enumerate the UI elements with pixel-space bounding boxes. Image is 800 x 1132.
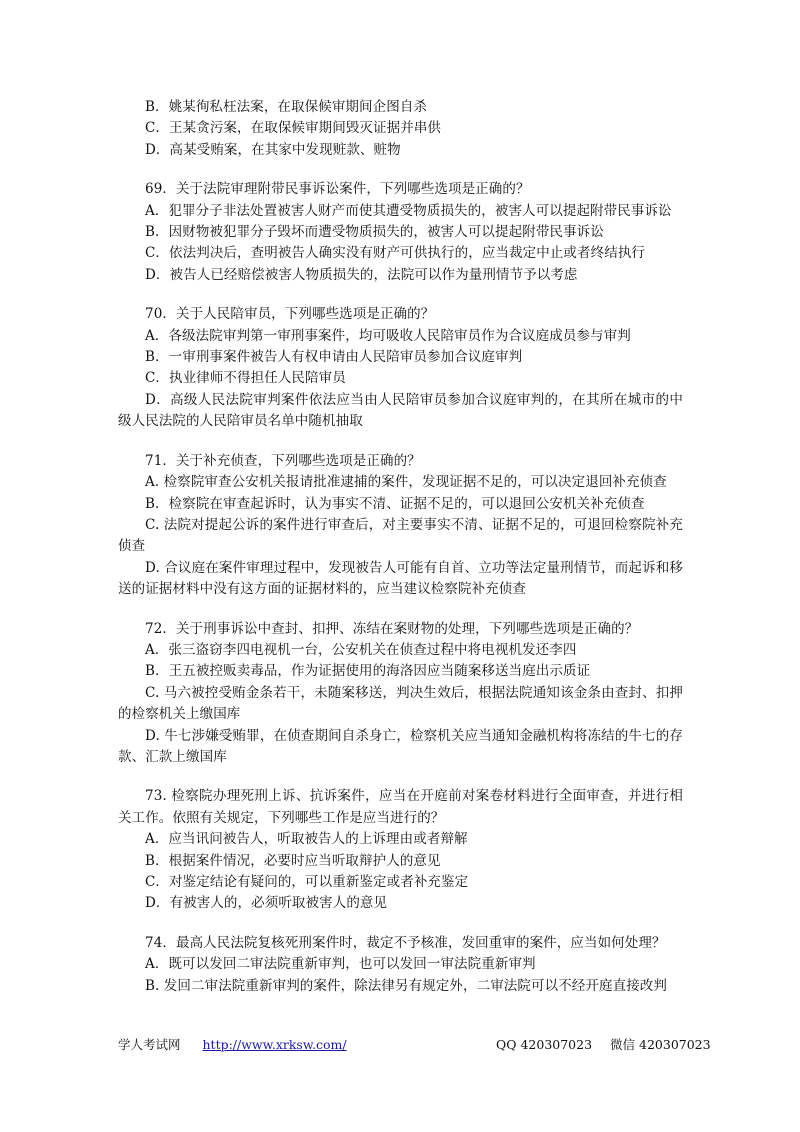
option-b: B．因财物被犯罪分子毁坏而遭受物质损失的，被害人可以提起附带民事诉讼 (145, 224, 604, 241)
option-b: B．姚某徇私枉法案，在取保候审期间企图自杀 (145, 99, 428, 115)
question-stem: 69．关于法院审理附带民事诉讼案件，下列哪些选项是正确的？ (145, 181, 530, 198)
option-c: C．对鉴定结论有疑问的，可以重新鉴定或者补充鉴定 (145, 874, 469, 890)
footer-site-link[interactable]: http://www.xrksw.com/ (202, 1037, 347, 1052)
question-stem: 74．最高人民法院复核死刑案件时，裁定不予核准，发回重审的案件，应当如何处理？ (145, 934, 666, 951)
option-b: B．一审刑事案件被告人有权申请由人民陪审员参加合议庭审判 (145, 349, 523, 366)
question-stem: 73. 检察院办理死刑上诉、抗诉案件，应当在开庭前对案卷材料进行全面审查，并进行相关工作。依照有关规定，下列哪些工作是应当进行的？ (118, 788, 683, 826)
option-a: A．应当讯问被告人，听取被告人的上诉理由或者辩解 (145, 831, 468, 848)
option-c: C. 马六被控受贿金条若干，未随案移送，判决生效后，根据法院通知该金条由查封、扣押的检察机关上缴国库 (118, 684, 683, 723)
footer-contact (496, 1037, 725, 1053)
footer-wechat: 微信 420307023 (610, 1037, 711, 1052)
option-c: C．王某贪污案，在取保候审期间毁灭证据并串供 (145, 120, 442, 137)
option-d: D．高级人民法院审判案件依法应当由人民陪审员参加合议庭审判的，在其所在城市的中级人民法院的人民陪审员名单中随机抽取 (118, 391, 683, 430)
option-a: A．张三盗窃李四电视机一台，公安机关在侦查过程中将电视机发还李四 (145, 641, 577, 658)
question-stem: 71．关于补充侦查，下列哪些选项是正确的？ (145, 452, 421, 469)
footer-site-name: 学人考试网 (118, 1037, 181, 1052)
question-70 (118, 304, 683, 432)
option-d: D. 合议庭在案件审理过程中，发现被告人可能有自首、立功等法定量刑情节，而起诉和移送的证据材料中没有这方面的证据材料的，应当建议检察院补充侦查 (118, 559, 683, 598)
question-69 (118, 179, 683, 286)
option-a: A．犯罪分子非法处置被害人财产而使其遭受物质损失的，被害人可以提起附带民事诉讼 (145, 202, 672, 219)
question-stem: 72．关于刑事诉讼中查封、扣押、冻结在案财物的处理，下列哪些选项是正确的？ (145, 620, 639, 637)
option-a: A. 检察院审查公安机关报请批准逮捕的案件，发现证据不足的，可以决定退回补充侦查 (145, 474, 667, 491)
question-73 (118, 786, 683, 914)
question-74 (118, 933, 683, 997)
option-d: D. 牛七涉嫌受贿罪，在侦查期间自杀身亡，检察机关应当通知金融机构将冻结的牛七的存款、汇款上缴国库 (118, 727, 683, 765)
option-c: C. 法院对提起公诉的案件进行审查后，对主要事实不清、证据不足的，可退回检察院补充侦查 (118, 516, 683, 555)
document-body (118, 97, 683, 1015)
option-b: B．检察院在审查起诉时，认为事实不清、证据不足的，可以退回公安机关补充侦查 (145, 495, 645, 512)
question-68-tail (118, 97, 683, 161)
question-72 (118, 619, 683, 769)
option-b: B. 发回二审法院重新审判的案件，除法律另有规定外，二审法院可以不经开庭直接改判 (145, 977, 668, 994)
option-c: C．依法判决后，查明被告人确实没有财产可供执行的，应当裁定中止或者终结执行 (145, 245, 646, 262)
option-a: A．各级法院审判第一审刑事案件，均可吸收人民陪审员作为合议庭成员参与审判 (145, 327, 631, 344)
footer-qq: QQ 420307023 (496, 1037, 593, 1052)
question-stem: 70．关于人民陪审员，下列哪些选项是正确的？ (145, 306, 435, 323)
option-d: D．有被害人的，必须听取被害人的意见 (145, 895, 388, 912)
option-b: B．根据案件情况，必要时应当听取辩护人的意见 (145, 852, 441, 869)
question-71 (118, 451, 683, 601)
option-d: D．被告人已经赔偿被害人物质损失的，法院可以作为量刑情节予以考虑 (145, 266, 578, 283)
option-d: D．高某受贿案，在其家中发现赃款、赃物 (145, 141, 401, 158)
option-b: B．王五被控贩卖毒品，作为证据使用的海洛因应当随案移送当庭出示质证 (145, 663, 591, 680)
page-footer (118, 1037, 711, 1053)
option-a: A．既可以发回二审法院重新审判，也可以发回一审法院重新审判 (145, 956, 536, 973)
option-c: C．执业律师不得担任人民陪审员 (145, 370, 346, 387)
